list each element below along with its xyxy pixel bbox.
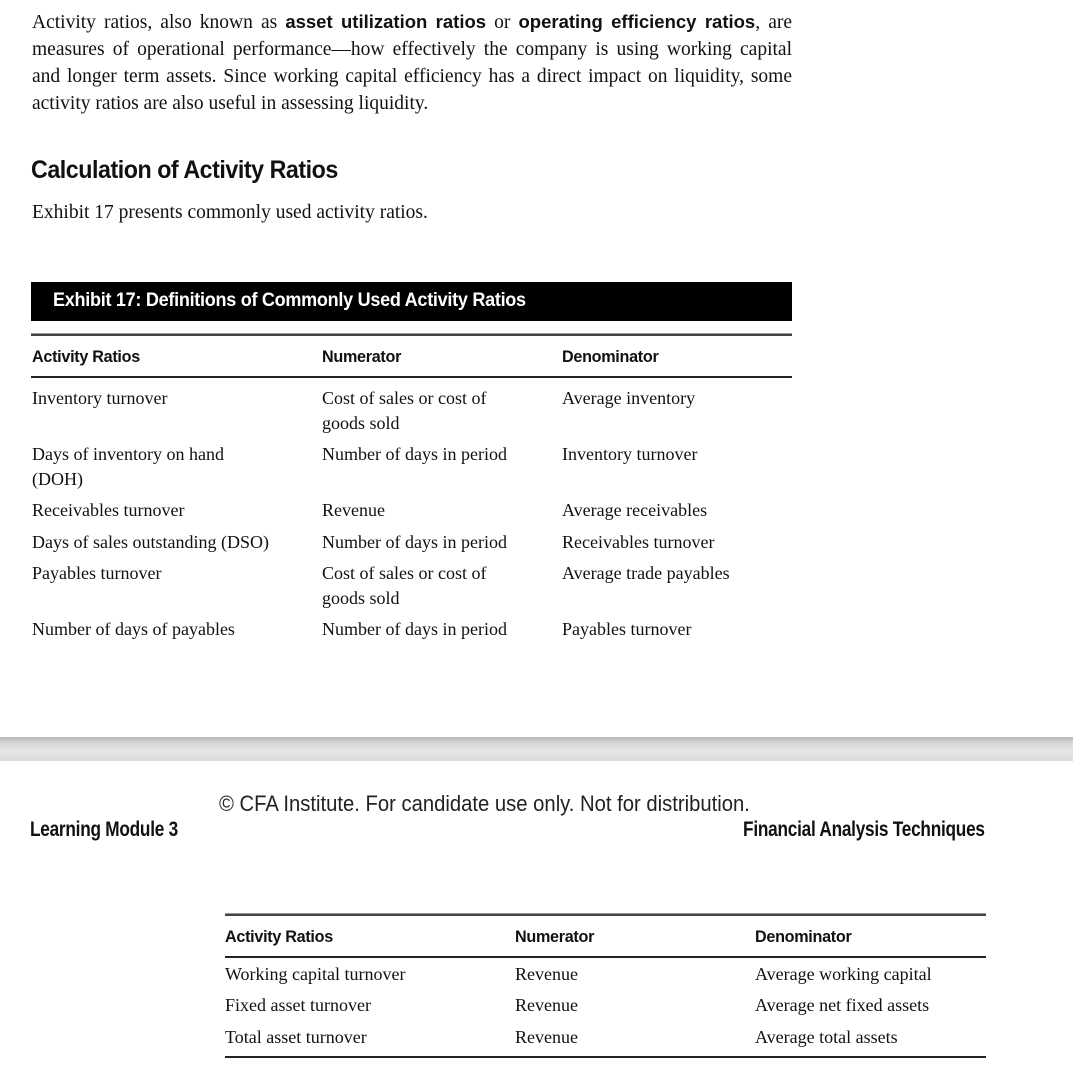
cell-ratio: Days of inventory on hand (DOH) (32, 444, 224, 489)
cell-ratio: Inventory turnover (32, 388, 168, 408)
cell-numerator: Number of days in period (322, 444, 507, 464)
running-header-module: Learning Module 3 (30, 818, 178, 841)
section-lead: Exhibit 17 presents commonly used activity ratios. (32, 202, 428, 223)
term-operating-efficiency-ratios: operating efficiency ratios (518, 11, 756, 32)
cell-denominator: Payables turnover (562, 619, 692, 639)
cell-numerator: Revenue (322, 500, 385, 520)
table-top-rule (225, 913, 986, 916)
cell-ratio: Days of sales outstanding (DSO) (32, 532, 269, 552)
cell-numerator: Number of days in period (322, 532, 507, 552)
header-rule (225, 956, 986, 958)
header-activity-ratios: Activity Ratios (225, 927, 333, 946)
cell-ratio: Receivables turnover (32, 500, 185, 520)
header-denominator: Denominator (755, 927, 852, 946)
intro-text-2: or (486, 12, 519, 33)
cell-denominator: Receivables turnover (562, 532, 715, 552)
intro-paragraph (32, 8, 792, 117)
cell-numerator: Cost of sales or cost of goods sold (322, 563, 487, 608)
cell-denominator: Average receivables (562, 500, 708, 520)
table-top-rule (31, 333, 792, 336)
cell-ratio: Fixed asset turnover (225, 995, 371, 1015)
cell-denominator: Average total assets (755, 1027, 898, 1047)
cell-denominator: Average inventory (562, 388, 696, 408)
term-asset-utilization-ratios: asset utilization ratios (285, 11, 487, 32)
intro-text-1: Activity ratios, also known as (32, 12, 286, 33)
section-title: Calculation of Activity Ratios (31, 156, 338, 184)
header-numerator: Numerator (515, 927, 595, 946)
cell-numerator: Revenue (515, 964, 578, 984)
cell-numerator: Revenue (515, 1027, 578, 1047)
copyright-notice: © CFA Institute. For candidate use only. Not for distribution. (219, 791, 750, 816)
cell-ratio: Payables turnover (32, 563, 162, 583)
exhibit-title: Exhibit 17: Definitions of Commonly Used Activity Ratios (53, 290, 526, 311)
cell-denominator: Average working capital (755, 964, 932, 984)
cell-ratio: Working capital turnover (225, 964, 406, 984)
cell-numerator: Cost of sales or cost of goods sold (322, 388, 487, 433)
page-separator (0, 737, 1073, 761)
cell-denominator: Average trade payables (562, 563, 730, 583)
cell-ratio: Total asset turnover (225, 1027, 367, 1047)
header-numerator: Numerator (322, 347, 402, 366)
header-activity-ratios: Activity Ratios (32, 347, 140, 366)
cell-denominator: Inventory turnover (562, 444, 698, 464)
exhibit-title-bar (31, 282, 792, 321)
intro-text-3: , are measures of operational performance—how effectively the company is using working capital and longer term assets. Since working capital efficiency has a direct impact on liquidity, some activity ratios are also useful in assessing liquidity. (32, 12, 792, 114)
cell-ratio: Number of days of payables (32, 619, 235, 639)
cell-denominator: Average net fixed assets (755, 995, 930, 1015)
table-bottom-rule (225, 1056, 986, 1058)
running-header-title: Financial Analysis Techniques (743, 818, 985, 841)
header-rule (31, 376, 792, 378)
cell-numerator: Number of days in period (322, 619, 507, 639)
header-denominator: Denominator (562, 347, 659, 366)
cell-numerator: Revenue (515, 995, 578, 1015)
